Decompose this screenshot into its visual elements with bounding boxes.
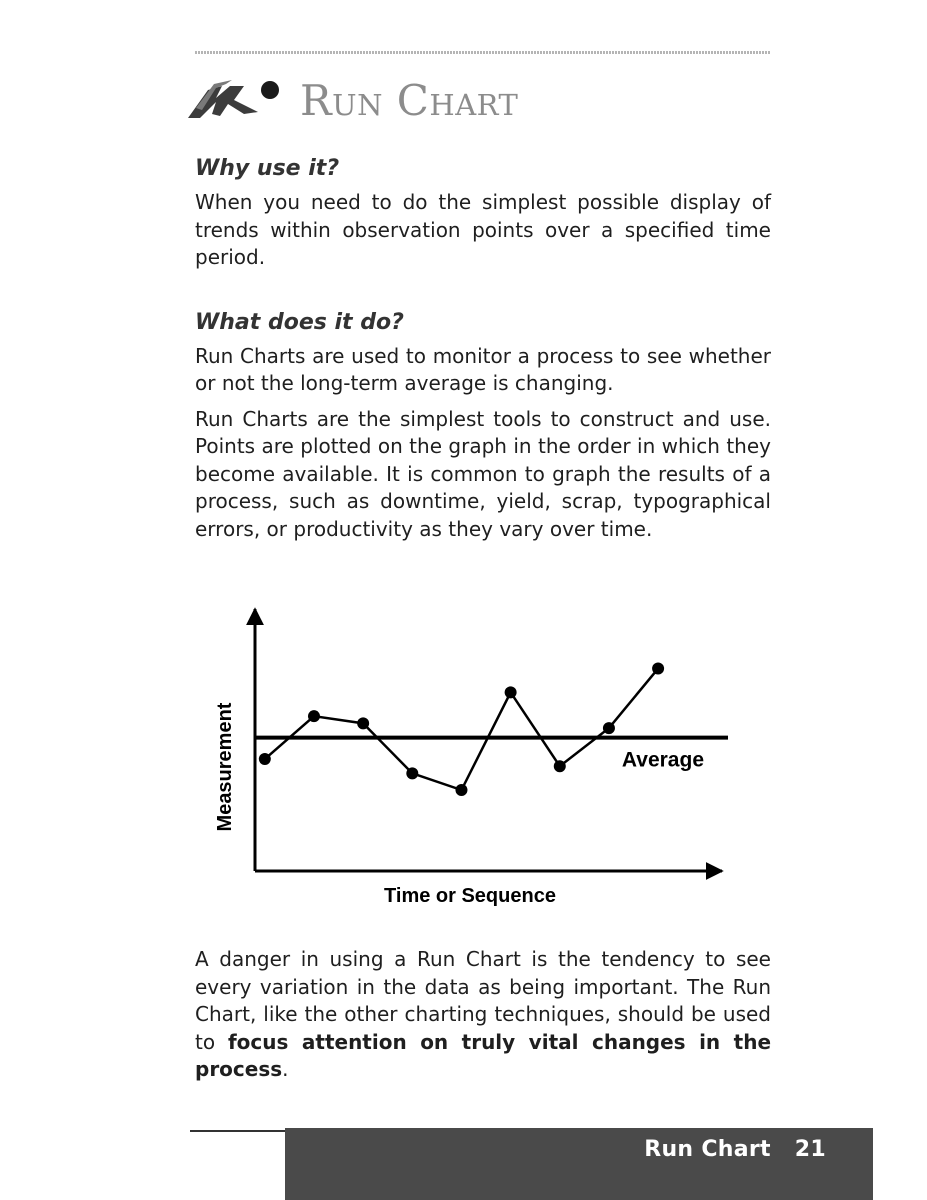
page-title: Run Chart — [300, 76, 519, 125]
closing-emphasis: focus attention on truly vital changes in the process — [195, 1029, 772, 1081]
y-axis-label: Measurement — [214, 702, 236, 832]
data-point-5 — [455, 784, 467, 796]
data-point-7 — [554, 760, 566, 772]
paragraph-why: When you need to do the simplest possible display of trends within observation points over a specified time period. — [195, 190, 771, 269]
data-point-3 — [357, 717, 369, 729]
footer-rule — [190, 1130, 286, 1132]
average-label: Average — [621, 748, 704, 772]
section-heading-why: Why use it? — [195, 156, 340, 181]
x-axis-label: Time or Sequence — [384, 885, 556, 907]
data-point-1 — [259, 753, 271, 765]
series-line — [265, 669, 658, 790]
paragraph-what-2: Run Charts are the simplest tools to construct and use. Points are plotted on the graph in the order in which they become available. It is common to graph the results of a process, such as downtime, yield, scrap, typographical errors, or productivity as they vary over time. — [195, 406, 771, 541]
data-point-4 — [406, 767, 418, 779]
page-number: 21 — [794, 1137, 826, 1162]
closing-period: . — [282, 1057, 289, 1081]
paragraph-what-1: Run Charts are used to monitor a process to see whether or not the long-term average is changing. — [195, 343, 771, 395]
runner-icon — [186, 78, 286, 120]
run-chart — [200, 595, 740, 915]
section-heading-what: What does it do? — [195, 309, 404, 335]
main-content — [195, 156, 771, 551]
top-dotted-rule — [195, 51, 771, 54]
footer-label: Run Chart — [644, 1137, 771, 1162]
closing-paragraph — [195, 946, 771, 1084]
data-point-6 — [505, 686, 517, 698]
data-point-8 — [603, 722, 615, 734]
closing-text: A danger in using a Run Chart is the tendency to see every variation in the data as being important. The Run Chart, like the other charting techniques, should be used to — [195, 947, 771, 1054]
footer-running-head — [644, 1137, 826, 1162]
data-point-9 — [652, 663, 664, 675]
data-point-2 — [308, 710, 320, 722]
